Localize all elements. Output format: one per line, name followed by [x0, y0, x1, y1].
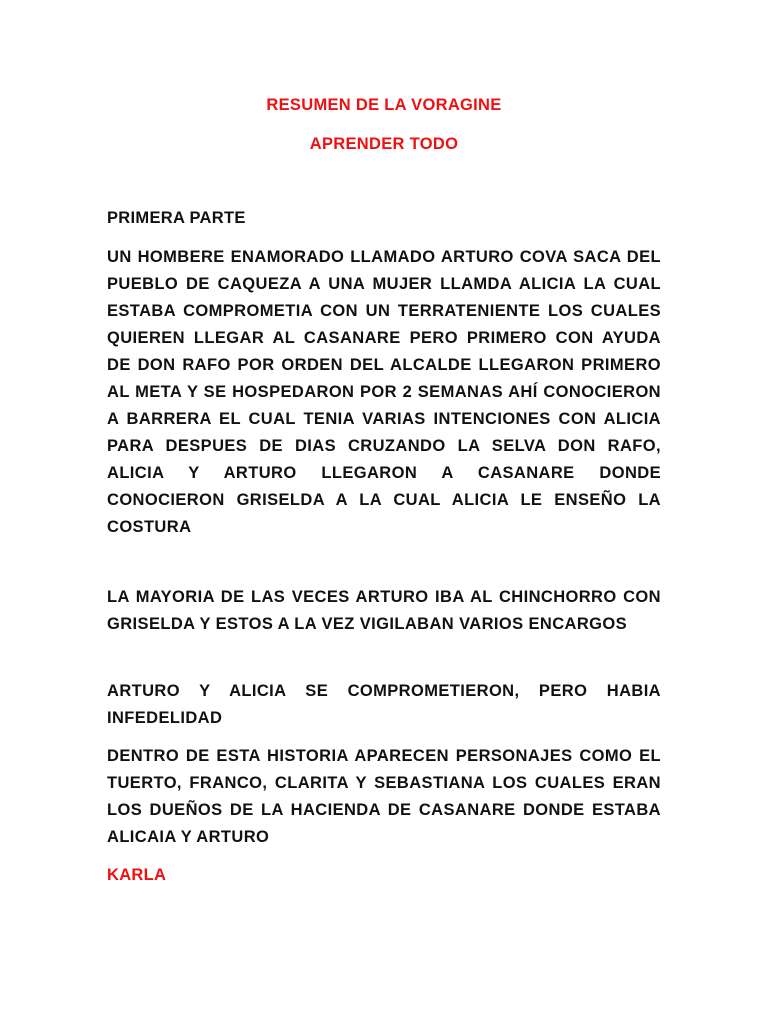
- paragraph-summary-3: ARTURO Y ALICIA SE COMPROMETIERON, PERO HABIA INFEDELIDAD: [107, 682, 661, 727]
- paragraph-summary-4: DENTRO DE ESTA HISTORIA APARECEN PERSONAJES COMO EL TUERTO, FRANCO, CLARITA Y SEBASTIANA LOS CUALES ERAN LOS DUEÑOS DE LA HACIENDA DE CASANARE DONDE ESTABA ALICAIA Y ARTURO: [107, 747, 661, 846]
- paragraph-summary-1: UN HOMBERE ENAMORADO LLAMADO ARTURO COVA SACA DEL PUEBLO DE CAQUEZA A UNA MUJER LLAMDA ALICIA LA CUAL ESTABA COMPROMETIA CON UN TERRATENIENTE LOS CUALES QUIEREN LLEGAR AL CASANARE PERO PRIMERO CON AYUDA DE DON RAFO POR ORDEN DEL ALCALDE LLEGARON PRIMERO AL META Y SE HOSPEDARON POR 2 SEMANAS AHÍ CONOCIERON A BARRERA EL CUAL TENIA VARIAS INTENCIONES CON ALICIA PARA DESPUES DE DIAS CRUZANDO LA SELVA DON RAFO, ALICIA Y ARTURO LLEGARON A CASANARE DONDE CONOCIERON GRISELDA A LA CUAL ALICIA LE ENSEÑO LA COSTURA: [107, 248, 661, 536]
- document-subtitle: APRENDER TODO: [309, 135, 459, 153]
- author-signature: KARLA: [107, 866, 167, 884]
- paragraph-summary-2: LA MAYORIA DE LAS VECES ARTURO IBA AL CHINCHORRO CON GRISELDA Y ESTOS A LA VEZ VIGILABAN VARIOS ENCARGOS: [107, 588, 661, 633]
- document-title: RESUMEN DE LA VORAGINE: [266, 96, 502, 114]
- section-heading: PRIMERA PARTE: [107, 209, 246, 227]
